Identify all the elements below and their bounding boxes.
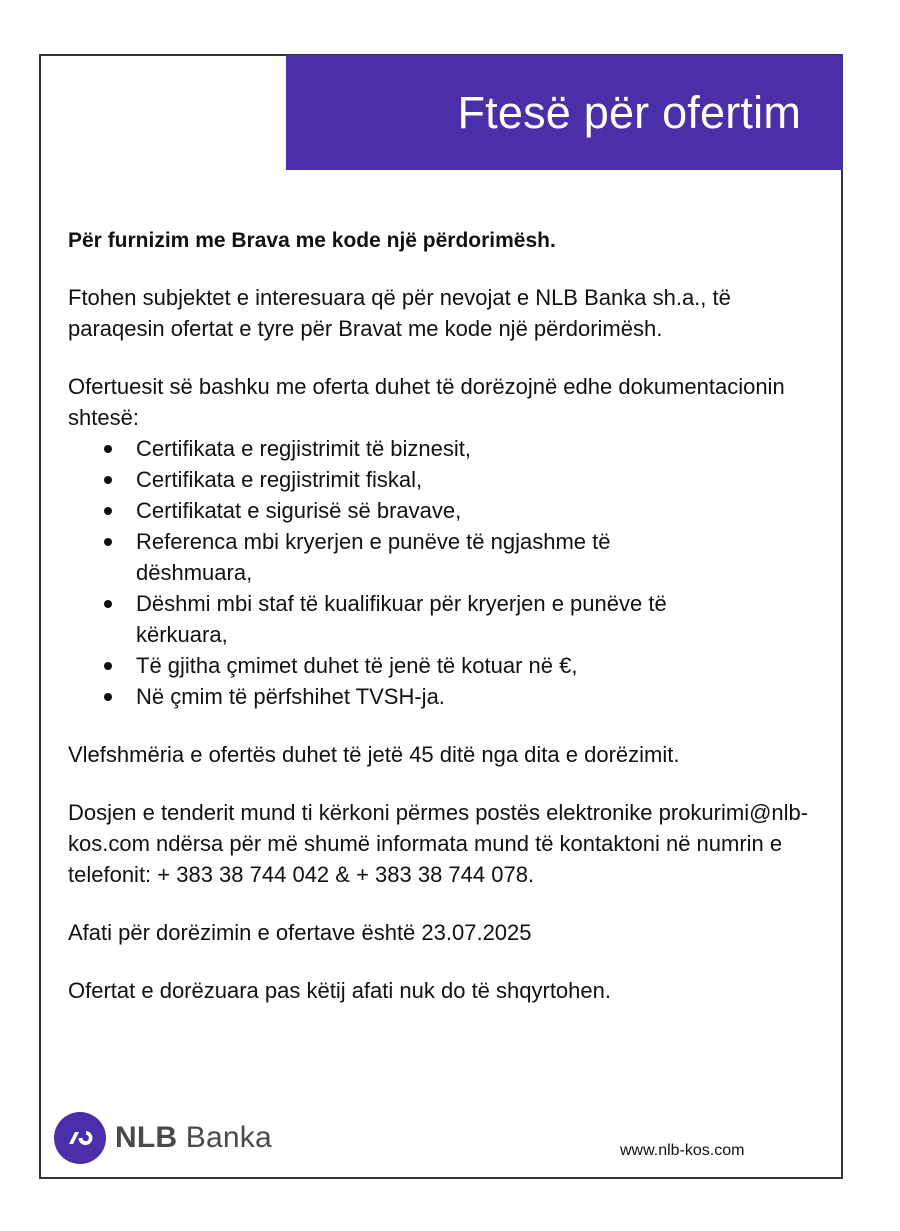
title-banner — [286, 55, 843, 170]
requirements-lead: Ofertuesit së bashku me oferta duhet të dorëzojnë edhe dokumentacionin shtesë: — [68, 374, 785, 430]
bullet-icon — [104, 600, 112, 608]
list-item: Certifikata e regjistrimit të biznesit, — [68, 433, 696, 464]
bullet-icon — [104, 538, 112, 546]
contact-paragraph: Dosjen e tenderit mund ti kërkoni përmes postës elektronike prokurimi@nlb-kos.com ndërsa për më shumë informata mund të kontaktoni në numrin e telefonit: + 383 38 744 042 & + 383 38 744 078. — [68, 800, 809, 887]
bullet-icon — [104, 507, 112, 515]
bullet-icon — [104, 445, 112, 453]
late-notice-paragraph: Ofertat e dorëzuara pas këtij afati nuk do të shqyrtohen. — [68, 978, 611, 1003]
list-item: Certifikatat e sigurisë së bravave, — [68, 495, 696, 526]
document-body — [68, 225, 813, 1033]
subject-line: Për furnizim me Brava me kode një përdorimësh. — [68, 229, 556, 252]
list-item: Referenca mbi kryerjen e punëve të ngjashme të dëshmuara, — [68, 526, 696, 588]
nlb-swirl-icon — [65, 1127, 95, 1149]
nlb-logo-icon — [54, 1112, 106, 1164]
list-item: Certifikata e regjistrimit fiskal, — [68, 464, 696, 495]
page-title: Ftesë për ofertim — [457, 86, 801, 138]
bullet-icon — [104, 693, 112, 701]
list-item: Të gjitha çmimet duhet të jenë të kotuar në €, — [68, 650, 696, 681]
website-url: www.nlb-kos.com — [620, 1142, 745, 1159]
bullet-icon — [104, 662, 112, 670]
deadline-paragraph: Afati për dorëzimin e ofertave është 23.07.2025 — [68, 920, 532, 945]
list-item: Dëshmi mbi staf të kualifikuar për kryerjen e punëve të kërkuara, — [68, 588, 696, 650]
validity-paragraph: Vlefshmëria e ofertës duhet të jetë 45 ditë nga dita e dorëzimit. — [68, 742, 680, 767]
nlb-logo — [54, 1112, 272, 1164]
bullet-icon — [104, 476, 112, 484]
list-item: Në çmim të përfshihet TVSH-ja. — [68, 681, 696, 712]
requirements-list — [68, 433, 813, 712]
intro-paragraph: Ftohen subjektet e interesuara që për nevojat e NLB Banka sh.a., të paraqesin ofertat e tyre për Bravat me kode një përdorimësh. — [68, 285, 731, 341]
logo-wordmark: NLB Banka — [115, 1121, 272, 1154]
